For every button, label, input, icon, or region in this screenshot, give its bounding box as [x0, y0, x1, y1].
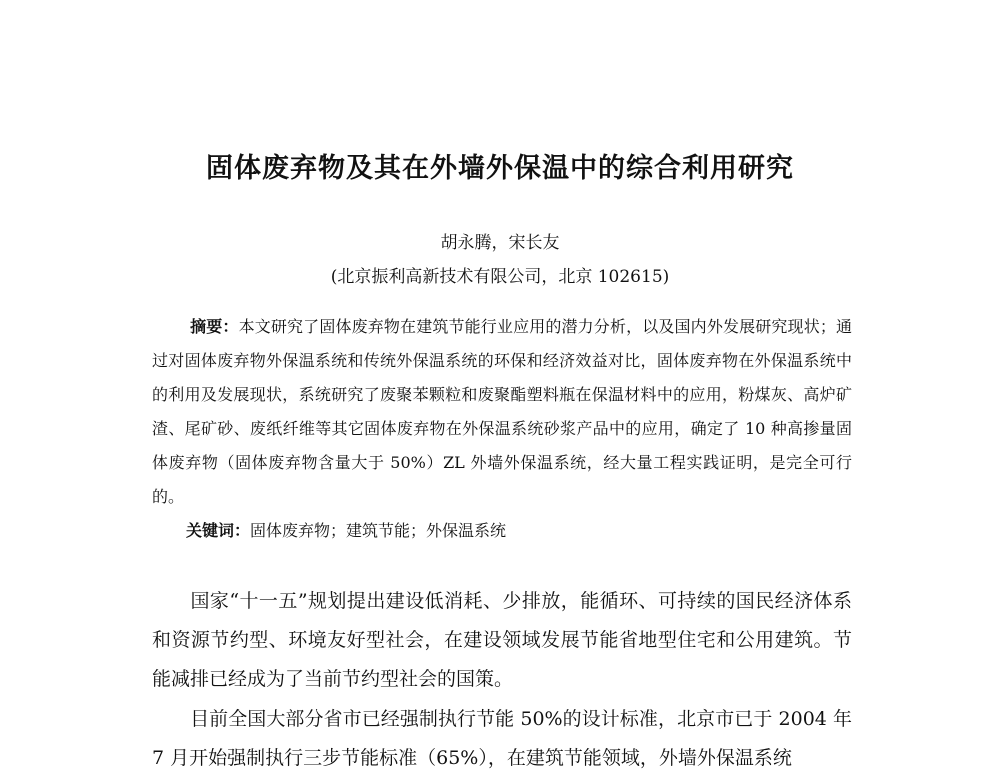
body-paragraph-2 [152, 700, 852, 778]
keywords-label: 关键词： [186, 521, 251, 540]
keywords-text: 固体废弃物；建筑节能；外保温系统 [250, 521, 507, 540]
abstract-text: 本文研究了固体废弃物在建筑节能行业应用的潜力分析，以及国内外发展研究现状；通过对固体废弃物外保温系统和传统外保温系统的环保和经济效益对比，固体废弃物在外保温系统中的利用及发展现状，系统研究了废聚苯颗粒和废聚酯塑料瓶在保温材料中的应用，粉煤灰、高炉矿渣、尾矿砂、废纸纤维等其它固体废弃物在外保温系统砂浆产品中的应用，确定了 10 种高掺量固体废弃物（固体废弃物含量大于 50%）ZL 外墙外保温系统，经大量工程实践证明，是完全可行的。 [152, 317, 852, 506]
paragraph-text: 目前全国大部分省市已经强制执行节能 50%的设计标准，北京市已于 2004 年 7 月开始强制执行三步节能标准（65%），在建筑节能领域，外墙外保温系统 [152, 708, 852, 769]
keywords [186, 516, 846, 546]
abstract-label: 摘要： [190, 317, 239, 336]
paragraph-text: 国家“十一五”规划提出建设低消耗、少排放，能循环、可持续的国民经济体系和资源节约型、环境友好型社会，在建设领域发展节能省地型住宅和公用建筑。节能减排已经成为了当前节约型社会的国策。 [152, 590, 852, 690]
paper-title: 固体废弃物及其在外墙外保温中的综合利用研究 [206, 153, 794, 184]
paper-authors: 胡永腾，宋长友 [440, 233, 560, 253]
body-paragraph-1 [152, 582, 852, 699]
paper-affiliation: (北京振利高新技术有限公司，北京 102615) [330, 267, 670, 287]
abstract [152, 310, 852, 514]
